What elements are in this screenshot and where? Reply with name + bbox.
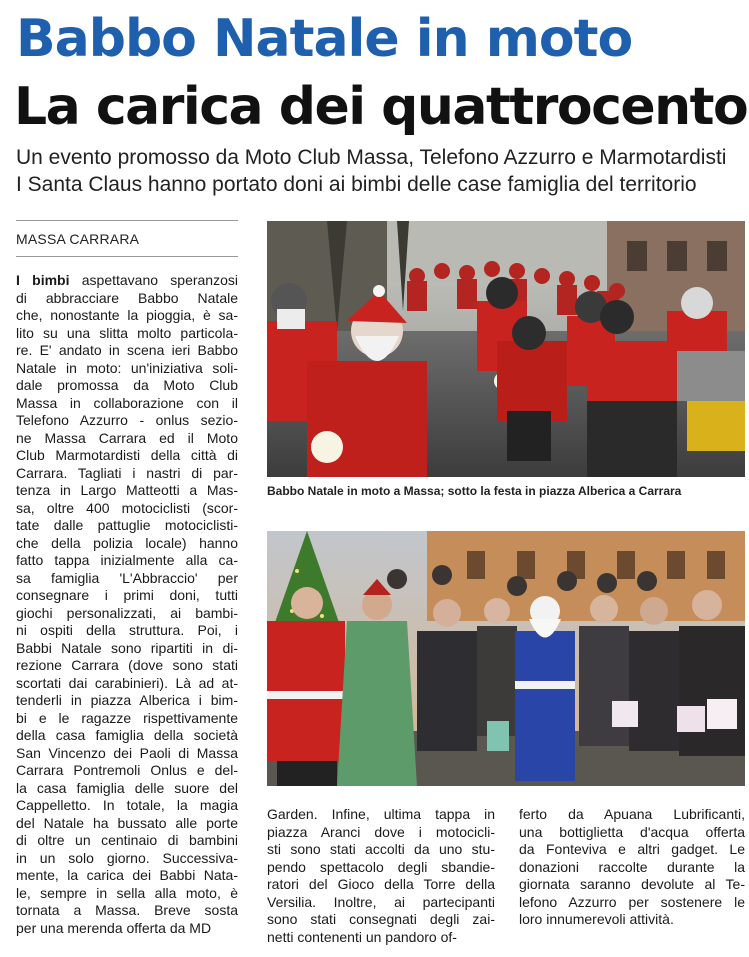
text-line: che della polizia locale) hanno bbox=[16, 534, 238, 551]
text-line: Club Marmotardisti della città di bbox=[16, 447, 238, 463]
text-line: piazza Aranci dove i motocicli- bbox=[267, 823, 495, 840]
text-line: Garden. Infine, ultima tappa in bbox=[267, 806, 495, 822]
text-line: lefono Azzurro per sostenere le bbox=[519, 893, 745, 910]
text-line: fatto tappa inizialmente alla ca- bbox=[16, 552, 238, 568]
text-line: tornata a Massa. Breve sosta bbox=[16, 902, 238, 918]
text-line: Versilia. Inoltre, ai partecipanti bbox=[267, 893, 495, 910]
text-line: sti sono stati accolti da uno stu- bbox=[267, 841, 495, 857]
photo-caption: Babbo Natale in moto a Massa; sotto la festa in piazza Alberica a Carrara bbox=[267, 484, 682, 498]
text-line: consegnare i primi doni, tutti bbox=[16, 587, 238, 603]
text-line: lito su una slitta molto particola- bbox=[16, 324, 238, 341]
text-line: Natale in moto: un'iniziativa soli- bbox=[16, 359, 238, 376]
text-line: che, nonostante la pioggia, è sa- bbox=[16, 307, 238, 323]
text-line: giornata saranno devolute al Te- bbox=[519, 876, 745, 892]
text-fragment: aspettavano speranzosi bbox=[69, 272, 238, 288]
text-line: San Vincenzo dei Paoli di Massa bbox=[16, 744, 238, 761]
subhead-line: Un evento promosso da Moto Club Massa, Telefono Azzurro e Marmotardisti bbox=[16, 146, 727, 169]
kicker-title: Babbo Natale in moto bbox=[16, 9, 633, 69]
photo-piazza-group-image bbox=[267, 531, 745, 786]
article-column-1 bbox=[16, 272, 238, 937]
text-line: giochi personalizzati, ai bambi- bbox=[16, 604, 238, 621]
text-line: scortati dai carabinieri). Là ad at- bbox=[16, 674, 238, 691]
text-line: Cappelletto. In totale, la magia bbox=[16, 797, 238, 813]
text-line: in un solo giorno. Successiva- bbox=[16, 849, 238, 866]
text-line: una bottiglietta d'acqua offerta bbox=[519, 823, 745, 840]
text-line: pendo spettacolo degli sbandie- bbox=[267, 858, 495, 875]
subhead-line: I Santa Claus hanno portato doni ai bimbi delle case famiglia del territorio bbox=[16, 173, 697, 196]
text-line: tenza in Largo Matteotti a Mas- bbox=[16, 482, 238, 498]
photo-motorcycle-santas-image bbox=[267, 221, 745, 477]
subheadline bbox=[16, 144, 726, 198]
text-line: rezione Carrara (dove sono stati bbox=[16, 657, 238, 673]
headline: La carica dei quattrocento bbox=[14, 77, 748, 137]
text-line: bi e le ragazze rispettivamente bbox=[16, 709, 238, 726]
text-line: Babbi Natale sono ripartiti in di- bbox=[16, 639, 238, 656]
text-line: del Natale ha bussato alle porte bbox=[16, 814, 238, 831]
lead-word: I bimbi bbox=[16, 272, 70, 288]
article-column-2 bbox=[267, 806, 495, 946]
text-line: Telefono Azzurro - onlus sezio- bbox=[16, 412, 238, 428]
text-line: tenderli in piazza Alberica i bim- bbox=[16, 692, 238, 708]
text-line: ne Massa Carrara ed il Moto bbox=[16, 429, 238, 446]
text-line: loro innumerevoli attività. bbox=[519, 911, 674, 927]
text-line: ratori del Gioco della Torre della bbox=[267, 876, 495, 892]
text-line: Carrara. Tagliati i nastri di par- bbox=[16, 464, 238, 481]
text-line: donazioni raccolte durante la bbox=[519, 858, 745, 875]
text-line: sa famiglia 'L'Abbraccio' per bbox=[16, 569, 238, 586]
text-line: della casa famiglia della società bbox=[16, 727, 238, 743]
text-line: ni ospiti della struttura. Poi, i bbox=[16, 622, 238, 638]
text-line: di oltre un centinaio di bambini bbox=[16, 832, 238, 848]
article-column-3 bbox=[519, 806, 745, 929]
divider bbox=[16, 256, 238, 257]
text-line: la casa famiglia delle suore del bbox=[16, 779, 238, 796]
text-line: Massa in collaborazione con il bbox=[16, 394, 238, 411]
text-line: re. E' andato in scena ieri Babbo bbox=[16, 342, 238, 358]
text-line: ferto da Apuana Lubrificanti, bbox=[519, 806, 745, 822]
photo-piazza-group bbox=[267, 531, 745, 786]
location-label: MASSA CARRARA bbox=[16, 231, 140, 247]
text-line: Carrara Pontremoli Onlus e del- bbox=[16, 762, 238, 778]
text-line: da Fonteviva e altri gadget. Le bbox=[519, 841, 745, 857]
photo-motorcycle-santas bbox=[267, 221, 745, 477]
text-line: sa, oltre 400 motociclisti (scor- bbox=[16, 499, 238, 516]
text-line: mente, la carica dei Babbi Nata- bbox=[16, 867, 238, 883]
text-line: dale promossa da Moto Club bbox=[16, 377, 238, 393]
text-line: netti contenenti un pandoro of- bbox=[267, 928, 457, 945]
text-line: sono stati consegnati degli zai- bbox=[267, 911, 495, 927]
text-line: le, sempre in sella alla moto, è bbox=[16, 884, 238, 901]
text-line: tate dalle pattuglie motociclisti- bbox=[16, 517, 238, 533]
text-line bbox=[16, 272, 238, 290]
text-line: di abbracciare Babbo Natale bbox=[16, 289, 238, 306]
text-line: per una merenda offerta da MD bbox=[16, 919, 212, 936]
divider bbox=[16, 220, 238, 221]
